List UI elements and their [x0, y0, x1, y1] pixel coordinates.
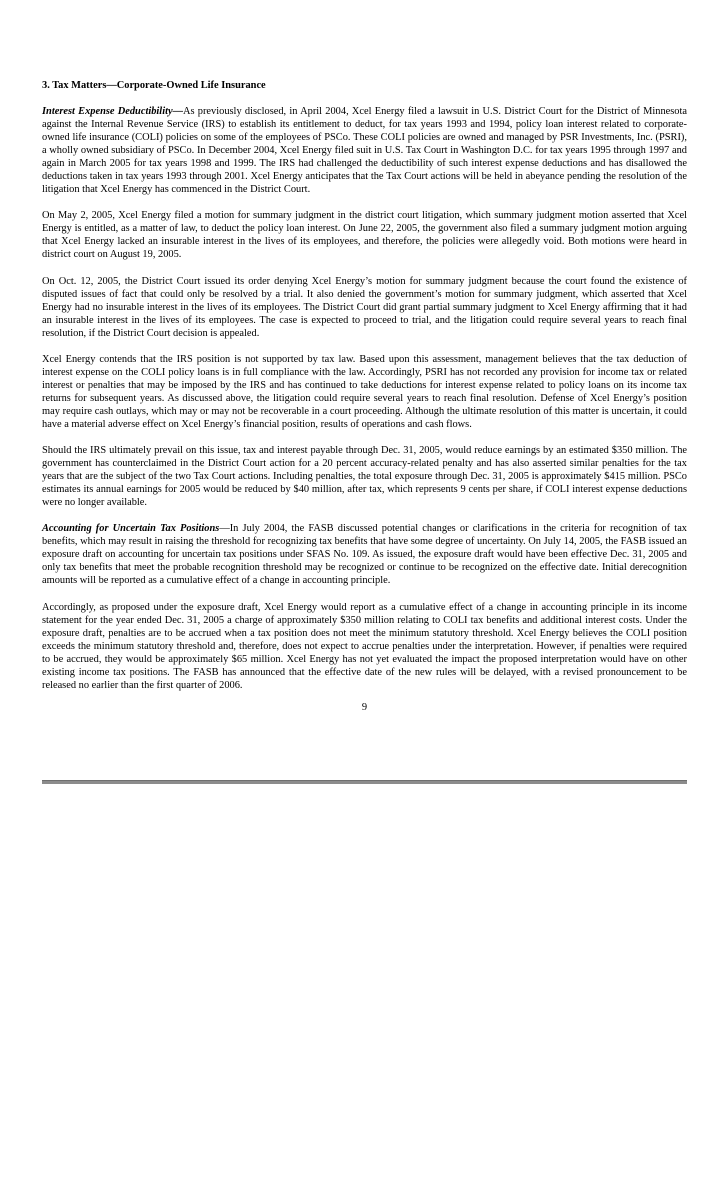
paragraph-district-court-order: On Oct. 12, 2005, the District Court issued its order denying Xcel Energy’s motion for summary judgment because the court found the existence of disputed issues of fact that could only be resolved by a trial. It also denied the government’s motion for summary judgment, which asserted that Xcel Energy had no insurable interest in the lives of its employees. The District Court did grant partial summary judgment to Xcel Energy affirming that it had an insurable interest in the lives of its employees. The case is expected to proceed to trial, and the litigation could require several years to reach final resolution, if the District Court decision is appealed. — [42, 275, 687, 339]
paragraph-irs-exposure: Should the IRS ultimately prevail on this issue, tax and interest payable through Dec. 31, 2005, would reduce earnings by an estimated $350 million. The government has counterclaimed in the District Court action for a 20 percent accuracy-related penalty and has also asserted similar penalties for the tax years that are the subject of the two Tax Court actions. Including penalties, the total exposure through Dec. 31, 2005 is approximately $415 million. PSCo estimates its annual earnings for 2005 would be reduced by $40 million, after tax, which represents 9 cents per share, if COLI interest expense deductions were no longer available. — [42, 445, 687, 509]
paragraph-text: As previously disclosed, in April 2004, Xcel Energy filed a lawsuit in U.S. District Court for the District of Minnesota against the Internal Revenue Service (IRS) to establish its entitlement to deduct, for tax years 1993 and 1994, policy loan interest related to corporate-owned life insurance (COLI) policies on some of the employees of PSCo. These COLI policies are owned and managed by PSR Investments, Inc. (PSRI), a wholly owned subsidiary of PSCo. In December 2004, Xcel Energy filed suit in U.S. Tax Court in Washington D.C. for tax years 1995 through 1997 and again in March 2005 for tax years 1998 and 1999. The IRS had challenged the deductibility of such interest expense deductions and has disallowed the deductions taken in tax years 1993 through 2001. Xcel Energy anticipates that the Tax Court actions will be held in abeyance pending the resolution of the litigation that Xcel Energy has commenced in the District Court. — [42, 106, 687, 196]
page-divider — [42, 780, 687, 784]
paragraph-interest-expense-deductibility — [42, 105, 687, 196]
paragraph-accounting-uncertain-tax-positions — [42, 522, 687, 587]
paragraph-text: In July 2004, the FASB discussed potential changes or clarifications in the criteria for recognition of tax benefits, which may result in raising the threshold for recognizing tax benefits that have some degree of uncertainty. On July 14, 2005, the FASB issued an exposure draft on accounting for uncertain tax positions under SFAS No. 109. As issued, the exposure draft would have been effective Dec. 31, 2005 and only tax benefits that meet the probable recognition threshold may be recognized or continue to be recognized on the effective date. Initial derecognition amounts will be reported as a cumulative effect of a change in accounting principle. — [42, 523, 687, 587]
paragraph-lead-title: Accounting for Uncertain Tax Positions — [42, 523, 220, 535]
page-number: 9 — [361, 701, 368, 713]
paragraph-exposure-draft-effect: Accordingly, as proposed under the exposure draft, Xcel Energy would report as a cumulative effect of a change in accounting principle in its income statement for the year ended Dec. 31, 2005 a charge of approximately $350 million relating to COLI tax benefits and additional interest costs. Under the exposure draft, penalties are to be accrued when a tax position does not meet the minimum statutory threshold. Xcel Energy believes the COLI position exceeds the minimum statutory threshold and, therefore, does not expect to accrue penalties under the interpretation. However, if penalties were required to be accrued, they would be approximately $65 million. Xcel Energy has not yet evaluated the impact the proposed interpretation would have on other existing income tax positions. The FASB has announced that the effective date of the new rules will be delayed, with a revised pronouncement to be released no earlier than the first quarter of 2006. — [42, 601, 687, 691]
paragraph-lead-title: Interest Expense Deductibility — [42, 106, 173, 117]
paragraph-lead-separator: — — [172, 106, 183, 117]
section-heading: 3. Tax Matters—Corporate-Owned Life Insurance — [42, 80, 266, 91]
paragraph-lead-separator: — — [219, 523, 230, 535]
document-page — [42, 79, 687, 714]
paragraph-xcel-position: Xcel Energy contends that the IRS position is not supported by tax law. Based upon this assessment, management believes that the tax deduction of interest expense on the COLI policy loans is in full compliance with the law. Accordingly, PSRI has not recorded any provision for income tax or related interest or penalties that may be imposed by the IRS and has continued to take deductions for interest expense related to policy loans on its income tax returns for subsequent years. As discussed above, the litigation could require several years to reach final resolution. Defense of Xcel Energy’s position may require cash outlays, which may or may not be recoverable in a court proceeding. Although the ultimate resolution of this matter is uncertain, it could have a material adverse effect on Xcel Energy’s financial position, results of operations and cash flows. — [42, 353, 687, 430]
paragraph-summary-judgment-motions: On May 2, 2005, Xcel Energy filed a motion for summary judgment in the district court litigation, which summary judgment motion asserted that Xcel Energy is entitled, as a matter of law, to deduct the policy loan interest. On June 22, 2005, the government also filed a summary judgment motion arguing that Xcel Energy lacked an insurable interest in the lives of its employees, and therefore, the policies were allegedly void. Both motions were heard in district court on August 19, 2005. — [42, 210, 687, 261]
